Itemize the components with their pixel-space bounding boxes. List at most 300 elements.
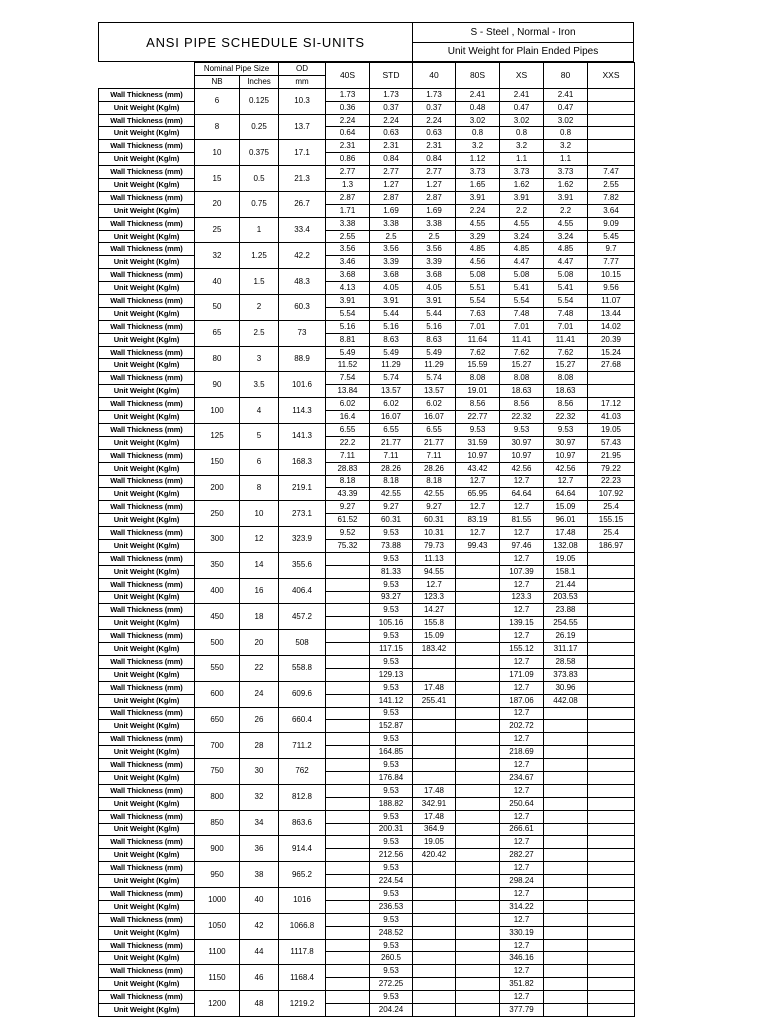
wall-thickness-value: 2.87 bbox=[326, 191, 370, 204]
inches-cell: 18 bbox=[240, 604, 279, 630]
inches-cell: 42 bbox=[240, 913, 279, 939]
wall-thickness-value: 14.27 bbox=[413, 604, 456, 617]
unit-weight-value: 28.83 bbox=[326, 462, 370, 475]
unit-weight-value: 250.64 bbox=[500, 797, 544, 810]
wall-thickness-value: 14.02 bbox=[588, 320, 635, 333]
wall-thickness-value: 12.7 bbox=[456, 527, 500, 540]
unit-weight-label: Unit Weight (Kg/m) bbox=[99, 797, 195, 810]
unit-weight-value: 3.46 bbox=[326, 256, 370, 269]
unit-weight-value: 0.8 bbox=[500, 127, 544, 140]
wall-thickness-value bbox=[326, 707, 370, 720]
unit-weight-value: 11.52 bbox=[326, 359, 370, 372]
unit-weight-value bbox=[588, 127, 635, 140]
inches-cell: 22 bbox=[240, 655, 279, 681]
unit-weight-value: 1.12 bbox=[456, 153, 500, 166]
unit-weight-value: 139.15 bbox=[500, 617, 544, 630]
table-row bbox=[99, 230, 635, 243]
wall-thickness-value: 12.7 bbox=[500, 733, 544, 746]
unit-weight-value bbox=[456, 952, 500, 965]
wall-thickness-value bbox=[456, 888, 500, 901]
wall-thickness-label: Wall Thickness (mm) bbox=[99, 398, 195, 411]
inches-cell: 46 bbox=[240, 965, 279, 991]
unit-weight-value: 94.55 bbox=[413, 565, 456, 578]
wall-thickness-label: Wall Thickness (mm) bbox=[99, 810, 195, 823]
wall-thickness-label: Wall Thickness (mm) bbox=[99, 140, 195, 153]
table-row bbox=[99, 965, 635, 978]
od-cell: 355.6 bbox=[279, 552, 326, 578]
unit-weight-value: 442.08 bbox=[544, 694, 588, 707]
wall-thickness-value: 9.53 bbox=[370, 604, 413, 617]
wall-thickness-value bbox=[588, 88, 635, 101]
inches-cell: 0.5 bbox=[240, 166, 279, 192]
unit-weight-label: Unit Weight (Kg/m) bbox=[99, 307, 195, 320]
wall-thickness-value: 3.73 bbox=[500, 166, 544, 179]
wall-thickness-value: 3.56 bbox=[413, 243, 456, 256]
wall-thickness-value: 9.53 bbox=[370, 939, 413, 952]
wall-thickness-value: 8.18 bbox=[326, 475, 370, 488]
unit-weight-value: 377.79 bbox=[500, 1004, 544, 1017]
table-row bbox=[99, 204, 635, 217]
unit-weight-value bbox=[456, 849, 500, 862]
unit-weight-value: 3.24 bbox=[544, 230, 588, 243]
wall-thickness-value bbox=[456, 784, 500, 797]
wall-thickness-value: 6.55 bbox=[413, 423, 456, 436]
wall-thickness-value bbox=[544, 784, 588, 797]
wall-thickness-value: 12.7 bbox=[500, 604, 544, 617]
wall-thickness-value: 9.53 bbox=[370, 965, 413, 978]
wall-thickness-value: 17.48 bbox=[413, 784, 456, 797]
unit-weight-value: 22.77 bbox=[456, 411, 500, 424]
od-cell: 17.1 bbox=[279, 140, 326, 166]
wall-thickness-value bbox=[413, 939, 456, 952]
unit-weight-value: 18.63 bbox=[500, 385, 544, 398]
od-cell: 762 bbox=[279, 759, 326, 785]
schedule-header: XS bbox=[500, 63, 544, 89]
unit-weight-label: Unit Weight (Kg/m) bbox=[99, 875, 195, 888]
unit-weight-value bbox=[413, 668, 456, 681]
unit-weight-label: Unit Weight (Kg/m) bbox=[99, 462, 195, 475]
unit-weight-value: 16.07 bbox=[413, 411, 456, 424]
unit-weight-value: 7.77 bbox=[588, 256, 635, 269]
wall-thickness-value bbox=[588, 991, 635, 1004]
wall-thickness-label: Wall Thickness (mm) bbox=[99, 243, 195, 256]
unit-weight-value bbox=[326, 565, 370, 578]
wall-thickness-value: 9.53 bbox=[370, 913, 413, 926]
steel-iron-note: S - Steel , Normal - Iron bbox=[413, 23, 634, 43]
unit-weight-value: 97.46 bbox=[500, 539, 544, 552]
wall-thickness-value bbox=[326, 810, 370, 823]
wall-thickness-value: 12.7 bbox=[500, 475, 544, 488]
wall-thickness-value: 12.7 bbox=[544, 475, 588, 488]
od-cell: 88.9 bbox=[279, 346, 326, 372]
unit-weight-label: Unit Weight (Kg/m) bbox=[99, 411, 195, 424]
wall-thickness-value: 12.7 bbox=[456, 501, 500, 514]
table-row bbox=[99, 939, 635, 952]
unit-weight-label: Unit Weight (Kg/m) bbox=[99, 101, 195, 114]
unit-weight-value bbox=[326, 1004, 370, 1017]
nb-cell: 1200 bbox=[195, 991, 240, 1017]
table-row bbox=[99, 166, 635, 179]
pipe-schedule-table bbox=[98, 62, 635, 1017]
table-row bbox=[99, 978, 635, 991]
unit-weight-value bbox=[544, 720, 588, 733]
unit-weight-value: 342.91 bbox=[413, 797, 456, 810]
wall-thickness-value: 9.53 bbox=[370, 784, 413, 797]
od-cell: 508 bbox=[279, 630, 326, 656]
wall-thickness-value: 3.91 bbox=[500, 191, 544, 204]
wall-thickness-value: 5.54 bbox=[544, 295, 588, 308]
wall-thickness-value: 4.55 bbox=[544, 217, 588, 230]
unit-weight-value: 152.87 bbox=[370, 720, 413, 733]
od-cell: 26.7 bbox=[279, 191, 326, 217]
nb-cell: 300 bbox=[195, 527, 240, 553]
wall-thickness-value: 12.7 bbox=[500, 939, 544, 952]
table-row bbox=[99, 127, 635, 140]
unit-weight-value bbox=[588, 978, 635, 991]
wall-thickness-value bbox=[326, 759, 370, 772]
od-cell: 812.8 bbox=[279, 784, 326, 810]
wall-thickness-value bbox=[326, 552, 370, 565]
wall-thickness-value: 5.54 bbox=[456, 295, 500, 308]
nb-cell: 80 bbox=[195, 346, 240, 372]
wall-thickness-value bbox=[544, 939, 588, 952]
unit-weight-value: 96.01 bbox=[544, 514, 588, 527]
unit-weight-value: 171.09 bbox=[500, 668, 544, 681]
unit-weight-value: 155.8 bbox=[413, 617, 456, 630]
wall-thickness-value: 12.7 bbox=[456, 475, 500, 488]
unit-weight-value: 129.13 bbox=[370, 668, 413, 681]
nb-cell: 32 bbox=[195, 243, 240, 269]
table-row bbox=[99, 797, 635, 810]
unit-weight-value: 83.19 bbox=[456, 514, 500, 527]
inches-cell: 6 bbox=[240, 449, 279, 475]
wall-thickness-value: 12.7 bbox=[500, 681, 544, 694]
inches-cell: 3.5 bbox=[240, 372, 279, 398]
unit-weight-value: 0.8 bbox=[544, 127, 588, 140]
wall-thickness-label: Wall Thickness (mm) bbox=[99, 295, 195, 308]
unit-weight-value: 0.36 bbox=[326, 101, 370, 114]
wall-thickness-value: 4.85 bbox=[456, 243, 500, 256]
nb-cell: 50 bbox=[195, 295, 240, 321]
wall-thickness-label: Wall Thickness (mm) bbox=[99, 449, 195, 462]
wall-thickness-value: 9.53 bbox=[370, 681, 413, 694]
unit-weight-value: 346.16 bbox=[500, 952, 544, 965]
wall-thickness-value: 12.7 bbox=[500, 784, 544, 797]
od-cell: 73 bbox=[279, 320, 326, 346]
wall-thickness-value: 7.54 bbox=[326, 372, 370, 385]
od-cell: 42.2 bbox=[279, 243, 326, 269]
unit-weight-value: 81.55 bbox=[500, 514, 544, 527]
table-row bbox=[99, 359, 635, 372]
unit-weight-value bbox=[588, 1004, 635, 1017]
unit-weight-value: 158.1 bbox=[544, 565, 588, 578]
wall-thickness-value: 2.41 bbox=[544, 88, 588, 101]
wall-thickness-value bbox=[456, 939, 500, 952]
wall-thickness-value: 4.55 bbox=[500, 217, 544, 230]
wall-thickness-value: 17.48 bbox=[544, 527, 588, 540]
unit-weight-value bbox=[456, 643, 500, 656]
wall-thickness-value: 12.7 bbox=[500, 578, 544, 591]
wall-thickness-label: Wall Thickness (mm) bbox=[99, 991, 195, 1004]
schedule-header: 80S bbox=[456, 63, 500, 89]
unit-weight-value bbox=[544, 900, 588, 913]
table-row bbox=[99, 153, 635, 166]
table-row bbox=[99, 913, 635, 926]
nb-cell: 450 bbox=[195, 604, 240, 630]
unit-weight-value: 5.41 bbox=[500, 282, 544, 295]
od-cell: 168.3 bbox=[279, 449, 326, 475]
inches-cell: 36 bbox=[240, 836, 279, 862]
wall-thickness-value bbox=[588, 114, 635, 127]
wall-thickness-value bbox=[456, 630, 500, 643]
od-cell: 965.2 bbox=[279, 862, 326, 888]
table-row bbox=[99, 604, 635, 617]
table-row bbox=[99, 385, 635, 398]
unit-weight-value bbox=[588, 849, 635, 862]
unit-weight-value bbox=[544, 823, 588, 836]
unit-weight-value bbox=[326, 849, 370, 862]
wall-thickness-value: 7.47 bbox=[588, 166, 635, 179]
od-cell: 13.7 bbox=[279, 114, 326, 140]
unit-weight-value: 81.33 bbox=[370, 565, 413, 578]
table-row bbox=[99, 771, 635, 784]
wall-thickness-value bbox=[588, 681, 635, 694]
wall-thickness-value: 2.87 bbox=[370, 191, 413, 204]
unit-weight-label: Unit Weight (Kg/m) bbox=[99, 926, 195, 939]
wall-thickness-value bbox=[588, 604, 635, 617]
table-row bbox=[99, 179, 635, 192]
wall-thickness-value: 8.56 bbox=[456, 398, 500, 411]
unit-weight-value bbox=[588, 823, 635, 836]
inches-header: Inches bbox=[240, 75, 279, 88]
unit-weight-note: Unit Weight for Plain Ended Pipes bbox=[413, 42, 634, 62]
wall-thickness-value: 6.55 bbox=[326, 423, 370, 436]
table-row bbox=[99, 539, 635, 552]
od-cell: 1066.8 bbox=[279, 913, 326, 939]
unit-weight-value bbox=[456, 591, 500, 604]
wall-thickness-value: 17.48 bbox=[413, 681, 456, 694]
unit-weight-value bbox=[326, 900, 370, 913]
unit-weight-value: 0.63 bbox=[413, 127, 456, 140]
wall-thickness-value: 2.77 bbox=[326, 166, 370, 179]
wall-thickness-label: Wall Thickness (mm) bbox=[99, 320, 195, 333]
unit-weight-value: 0.84 bbox=[413, 153, 456, 166]
od-cell: 273.1 bbox=[279, 501, 326, 527]
inches-cell: 1.25 bbox=[240, 243, 279, 269]
unit-weight-value bbox=[326, 875, 370, 888]
wall-thickness-value: 9.09 bbox=[588, 217, 635, 230]
wall-thickness-value bbox=[588, 655, 635, 668]
wall-thickness-value: 3.91 bbox=[326, 295, 370, 308]
nb-cell: 8 bbox=[195, 114, 240, 140]
unit-weight-value bbox=[326, 978, 370, 991]
inches-cell: 44 bbox=[240, 939, 279, 965]
wall-thickness-value bbox=[413, 707, 456, 720]
wall-thickness-value bbox=[588, 759, 635, 772]
table-row bbox=[99, 655, 635, 668]
inches-cell: 0.375 bbox=[240, 140, 279, 166]
table-row bbox=[99, 514, 635, 527]
unit-weight-value: 11.29 bbox=[413, 359, 456, 372]
unit-weight-value bbox=[413, 952, 456, 965]
wall-thickness-value bbox=[326, 965, 370, 978]
wall-thickness-value bbox=[326, 655, 370, 668]
wall-thickness-value: 25.4 bbox=[588, 501, 635, 514]
inches-cell: 2 bbox=[240, 295, 279, 321]
nb-cell: 650 bbox=[195, 707, 240, 733]
unit-weight-value bbox=[326, 952, 370, 965]
inches-cell: 40 bbox=[240, 888, 279, 914]
unit-weight-value: 7.48 bbox=[544, 307, 588, 320]
wall-thickness-value: 8.56 bbox=[544, 398, 588, 411]
table-row bbox=[99, 630, 635, 643]
wall-thickness-value: 5.16 bbox=[370, 320, 413, 333]
unit-weight-value: 123.3 bbox=[413, 591, 456, 604]
wall-thickness-value bbox=[544, 862, 588, 875]
wall-thickness-label: Wall Thickness (mm) bbox=[99, 630, 195, 643]
wall-thickness-value: 28.58 bbox=[544, 655, 588, 668]
unit-weight-value: 79.73 bbox=[413, 539, 456, 552]
wall-thickness-value bbox=[544, 707, 588, 720]
wall-thickness-value bbox=[456, 707, 500, 720]
unit-weight-value: 176.84 bbox=[370, 771, 413, 784]
wall-thickness-value: 8.08 bbox=[500, 372, 544, 385]
unit-weight-value bbox=[326, 694, 370, 707]
wall-thickness-value bbox=[413, 991, 456, 1004]
table-row bbox=[99, 823, 635, 836]
nb-cell: 500 bbox=[195, 630, 240, 656]
table-row bbox=[99, 759, 635, 772]
unit-weight-value: 1.69 bbox=[413, 204, 456, 217]
wall-thickness-value: 2.41 bbox=[456, 88, 500, 101]
unit-weight-value: 186.97 bbox=[588, 539, 635, 552]
unit-weight-label: Unit Weight (Kg/m) bbox=[99, 617, 195, 630]
wall-thickness-label: Wall Thickness (mm) bbox=[99, 707, 195, 720]
unit-weight-value: 311.17 bbox=[544, 643, 588, 656]
unit-weight-label: Unit Weight (Kg/m) bbox=[99, 359, 195, 372]
nb-cell: 15 bbox=[195, 166, 240, 192]
wall-thickness-value bbox=[326, 862, 370, 875]
unit-weight-value bbox=[326, 720, 370, 733]
unit-weight-value: 4.47 bbox=[500, 256, 544, 269]
wall-thickness-value: 12.7 bbox=[413, 578, 456, 591]
unit-weight-value: 15.27 bbox=[544, 359, 588, 372]
wall-thickness-value: 3.73 bbox=[456, 166, 500, 179]
unit-weight-value bbox=[326, 926, 370, 939]
nb-cell: 850 bbox=[195, 810, 240, 836]
unit-weight-value: 42.55 bbox=[413, 488, 456, 501]
wall-thickness-value bbox=[544, 759, 588, 772]
wall-thickness-value: 11.13 bbox=[413, 552, 456, 565]
wall-thickness-value: 8.56 bbox=[500, 398, 544, 411]
wall-thickness-value: 12.7 bbox=[500, 527, 544, 540]
unit-weight-value: 99.43 bbox=[456, 539, 500, 552]
wall-thickness-value: 9.53 bbox=[370, 527, 413, 540]
wall-thickness-value: 9.53 bbox=[370, 991, 413, 1004]
table-row bbox=[99, 900, 635, 913]
unit-weight-value: 7.48 bbox=[500, 307, 544, 320]
unit-weight-value: 1.62 bbox=[544, 179, 588, 192]
unit-weight-value: 11.29 bbox=[370, 359, 413, 372]
table-row bbox=[99, 488, 635, 501]
unit-weight-value: 107.92 bbox=[588, 488, 635, 501]
unit-weight-value bbox=[588, 565, 635, 578]
unit-weight-label: Unit Weight (Kg/m) bbox=[99, 385, 195, 398]
unit-weight-value: 2.55 bbox=[326, 230, 370, 243]
nb-cell: 1150 bbox=[195, 965, 240, 991]
unit-weight-value: 5.45 bbox=[588, 230, 635, 243]
wall-thickness-label: Wall Thickness (mm) bbox=[99, 759, 195, 772]
inches-cell: 4 bbox=[240, 398, 279, 424]
unit-weight-value: 20.39 bbox=[588, 333, 635, 346]
wall-thickness-value: 3.02 bbox=[500, 114, 544, 127]
wall-thickness-value: 15.24 bbox=[588, 346, 635, 359]
wall-thickness-value bbox=[326, 913, 370, 926]
wall-thickness-value: 9.53 bbox=[370, 707, 413, 720]
table-row bbox=[99, 423, 635, 436]
wall-thickness-value: 6.55 bbox=[370, 423, 413, 436]
unit-weight-value: 4.13 bbox=[326, 282, 370, 295]
wall-thickness-value: 8.08 bbox=[544, 372, 588, 385]
wall-thickness-label: Wall Thickness (mm) bbox=[99, 965, 195, 978]
unit-weight-value: 5.41 bbox=[544, 282, 588, 295]
od-header: OD bbox=[279, 63, 326, 76]
unit-weight-value bbox=[456, 668, 500, 681]
od-cell: 101.6 bbox=[279, 372, 326, 398]
unit-weight-value: 272.25 bbox=[370, 978, 413, 991]
inches-cell: 20 bbox=[240, 630, 279, 656]
wall-thickness-value: 3.2 bbox=[544, 140, 588, 153]
wall-thickness-value bbox=[326, 991, 370, 1004]
table-row bbox=[99, 282, 635, 295]
od-cell: 323.9 bbox=[279, 527, 326, 553]
unit-weight-value bbox=[326, 823, 370, 836]
table-row bbox=[99, 88, 635, 101]
schedule-header: STD bbox=[370, 63, 413, 89]
wall-thickness-value: 7.62 bbox=[456, 346, 500, 359]
table-row bbox=[99, 668, 635, 681]
wall-thickness-value: 7.82 bbox=[588, 191, 635, 204]
wall-thickness-value: 3.38 bbox=[326, 217, 370, 230]
unit-weight-value: 42.55 bbox=[370, 488, 413, 501]
unit-weight-value: 11.41 bbox=[544, 333, 588, 346]
wall-thickness-value bbox=[588, 939, 635, 952]
unit-weight-value: 0.37 bbox=[370, 101, 413, 114]
wall-thickness-value bbox=[413, 888, 456, 901]
schedule-header: 40S bbox=[326, 63, 370, 89]
wall-thickness-value: 7.11 bbox=[413, 449, 456, 462]
unit-weight-label: Unit Weight (Kg/m) bbox=[99, 179, 195, 192]
unit-weight-label: Unit Weight (Kg/m) bbox=[99, 256, 195, 269]
wall-thickness-value: 12.7 bbox=[500, 501, 544, 514]
table-row bbox=[99, 411, 635, 424]
unit-weight-value bbox=[544, 771, 588, 784]
unit-weight-value: 1.1 bbox=[544, 153, 588, 166]
unit-weight-label: Unit Weight (Kg/m) bbox=[99, 204, 195, 217]
table-row bbox=[99, 475, 635, 488]
unit-weight-value: 141.12 bbox=[370, 694, 413, 707]
unit-weight-value: 203.53 bbox=[544, 591, 588, 604]
wall-thickness-label: Wall Thickness (mm) bbox=[99, 913, 195, 926]
nb-cell: 550 bbox=[195, 655, 240, 681]
table-row bbox=[99, 101, 635, 114]
unit-weight-value bbox=[544, 875, 588, 888]
unit-weight-value: 21.77 bbox=[370, 436, 413, 449]
unit-weight-value: 5.51 bbox=[456, 282, 500, 295]
nb-cell: 900 bbox=[195, 836, 240, 862]
inches-cell: 26 bbox=[240, 707, 279, 733]
unit-weight-value: 5.54 bbox=[326, 307, 370, 320]
